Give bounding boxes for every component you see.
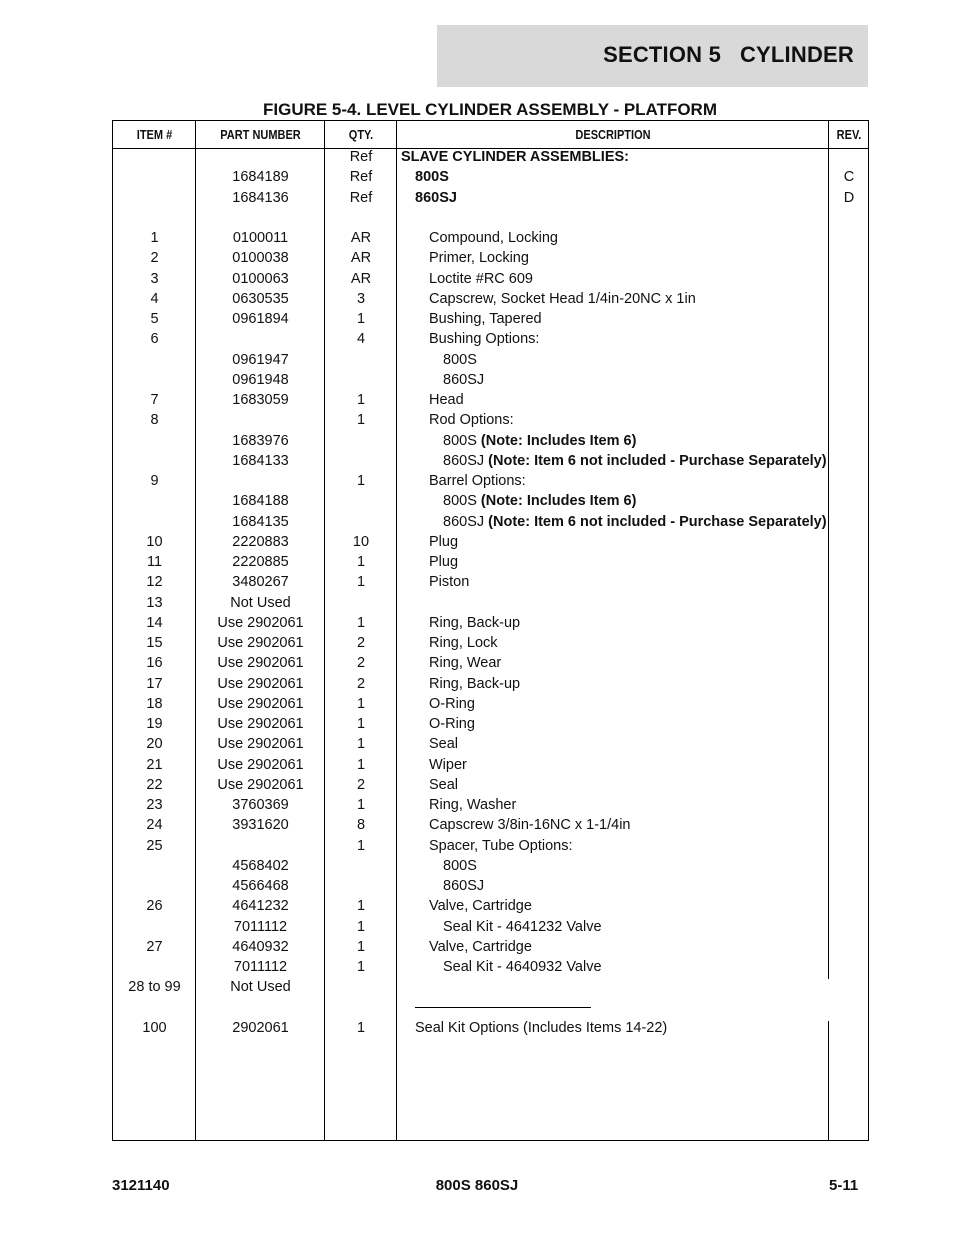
part-number: 1684189 bbox=[232, 169, 289, 186]
dash-separator bbox=[415, 1007, 591, 1008]
table-row bbox=[113, 210, 868, 230]
description-text: Compound, Locking bbox=[429, 230, 558, 246]
table-row bbox=[113, 1020, 868, 1040]
quantity: 1 bbox=[356, 716, 366, 732]
description bbox=[429, 574, 469, 590]
table-row bbox=[113, 939, 868, 959]
section-title: SECTION 5 CYLINDER bbox=[603, 42, 854, 67]
description bbox=[429, 230, 558, 246]
header-qty: QTY. bbox=[348, 128, 374, 142]
part-number: 4640932 bbox=[232, 938, 289, 955]
part-number: 0961947 bbox=[232, 351, 289, 368]
quantity: 1 bbox=[356, 959, 366, 975]
item-number: 5 bbox=[150, 311, 159, 327]
description bbox=[429, 676, 520, 692]
description-text: Valve, Cartridge bbox=[429, 938, 532, 955]
description-text: Loctite #RC 609 bbox=[429, 270, 533, 287]
table-row bbox=[113, 696, 868, 716]
table-row bbox=[113, 959, 868, 979]
description bbox=[429, 271, 533, 287]
table-row bbox=[113, 169, 868, 189]
part-number: Use 2902061 bbox=[217, 695, 304, 712]
description-text: Ring, Lock bbox=[429, 635, 498, 651]
part-number: 4568402 bbox=[232, 857, 289, 874]
description-text: Seal Kit Options (Includes Items 14-22) bbox=[415, 1019, 668, 1036]
item-number: 16 bbox=[146, 655, 163, 672]
description-text: 800S bbox=[443, 857, 477, 874]
table-row bbox=[113, 797, 868, 817]
part-number: 7011112 bbox=[233, 918, 288, 935]
description bbox=[429, 392, 464, 408]
item-number: 21 bbox=[146, 756, 163, 773]
item-number: 24 bbox=[146, 817, 163, 834]
description-note: (Note: Includes Item 6) bbox=[480, 493, 637, 510]
table-row bbox=[113, 878, 868, 898]
part-number: 7011112 bbox=[233, 959, 288, 975]
header-item: ITEM # bbox=[136, 128, 173, 142]
description bbox=[429, 473, 526, 489]
part-number: 0961948 bbox=[232, 371, 289, 388]
description bbox=[443, 878, 484, 894]
quantity: 1 bbox=[356, 574, 366, 591]
table-row bbox=[113, 777, 868, 797]
quantity: 1 bbox=[356, 918, 366, 935]
table-row bbox=[113, 817, 868, 837]
description-note: (Note: Item 6 not included - Purchase Separately) bbox=[488, 452, 827, 469]
quantity: 8 bbox=[356, 817, 366, 834]
description bbox=[429, 939, 532, 955]
part-number: 2902061 bbox=[232, 1019, 289, 1036]
description-note: (Note: Includes Item 6) bbox=[480, 432, 637, 449]
item-number: 28 to 99 bbox=[128, 979, 181, 996]
part-number: 2220883 bbox=[232, 533, 289, 550]
table-row bbox=[113, 149, 868, 169]
item-number: 23 bbox=[146, 797, 163, 813]
description-text: 860SJ bbox=[443, 513, 485, 530]
quantity: 2 bbox=[356, 655, 366, 672]
quantity: 1 bbox=[356, 473, 366, 489]
quantity: 1 bbox=[356, 736, 366, 753]
description-text: Piston bbox=[429, 574, 470, 591]
quantity: AR bbox=[350, 270, 372, 287]
table-row bbox=[113, 311, 868, 331]
quantity: AR bbox=[350, 230, 372, 246]
part-number: 4641232 bbox=[232, 898, 289, 915]
item-number: 18 bbox=[146, 695, 163, 712]
quantity: Ref bbox=[349, 149, 373, 165]
table-row bbox=[113, 1000, 868, 1020]
item-number: 14 bbox=[146, 614, 163, 631]
quantity: 1 bbox=[356, 614, 366, 631]
description-text: Capscrew, Socket Head 1/4in-20NC x 1in bbox=[429, 290, 696, 307]
item-number: 15 bbox=[146, 635, 163, 651]
quantity: 1 bbox=[356, 392, 366, 408]
quantity: 2 bbox=[356, 675, 366, 692]
description bbox=[429, 534, 458, 550]
table-row bbox=[113, 352, 868, 372]
quantity: AR bbox=[350, 250, 372, 267]
part-number: 2220885 bbox=[232, 554, 289, 570]
quantity: 1 bbox=[356, 898, 366, 915]
description bbox=[443, 352, 477, 368]
description bbox=[429, 291, 696, 307]
table-row bbox=[113, 331, 868, 351]
table-row bbox=[113, 919, 868, 939]
description-text: Seal bbox=[429, 776, 459, 793]
description-text: Seal bbox=[429, 736, 459, 753]
description-text: 860SJ bbox=[443, 452, 485, 469]
item-number: 22 bbox=[146, 776, 163, 793]
description-text: Bushing Options: bbox=[429, 331, 540, 348]
description-text: 860SJ bbox=[443, 878, 485, 894]
description bbox=[443, 919, 602, 935]
description-text: O-Ring bbox=[429, 716, 475, 732]
item-number: 6 bbox=[150, 331, 159, 348]
description bbox=[443, 372, 484, 388]
item-number: 3 bbox=[150, 270, 159, 287]
description-text: Seal Kit - 4641232 Valve bbox=[443, 918, 602, 935]
description bbox=[429, 635, 498, 651]
table-row bbox=[113, 655, 868, 675]
quantity: 2 bbox=[356, 776, 366, 793]
table-row bbox=[113, 250, 868, 270]
description bbox=[429, 736, 458, 752]
part-number: Use 2902061 bbox=[217, 736, 304, 753]
item-number: 2 bbox=[150, 250, 159, 267]
description bbox=[429, 716, 475, 732]
description bbox=[429, 554, 458, 570]
revision: D bbox=[843, 189, 855, 206]
description bbox=[429, 838, 572, 854]
part-number: 1683976 bbox=[232, 432, 289, 449]
table-row bbox=[113, 190, 868, 210]
revision: C bbox=[843, 169, 855, 186]
description-text: Head bbox=[429, 392, 464, 408]
part-number: Use 2902061 bbox=[217, 756, 304, 773]
part-number: Not Used bbox=[230, 594, 291, 611]
item-number: 11 bbox=[146, 554, 163, 570]
table-row bbox=[113, 838, 868, 858]
part-number: Use 2902061 bbox=[217, 635, 304, 651]
part-number: 1684136 bbox=[232, 189, 289, 206]
part-number: 3931620 bbox=[232, 817, 289, 834]
table-row bbox=[113, 635, 868, 655]
description-text: Capscrew 3/8in-16NC x 1-1/4in bbox=[429, 817, 631, 834]
description bbox=[415, 1020, 667, 1036]
description bbox=[429, 797, 516, 813]
description bbox=[443, 453, 827, 469]
item-number: 8 bbox=[150, 412, 159, 429]
part-number: Use 2902061 bbox=[217, 716, 304, 732]
description bbox=[429, 898, 532, 914]
part-number: Not Used bbox=[230, 979, 291, 996]
description bbox=[443, 959, 602, 975]
part-number: 1684135 bbox=[232, 513, 289, 530]
quantity: 1 bbox=[356, 1019, 366, 1036]
footer-page-number: 5-11 bbox=[829, 1177, 859, 1194]
table-row bbox=[113, 574, 868, 594]
description-text: Rod Options: bbox=[429, 412, 514, 429]
figure-title: FIGURE 5-4. LEVEL CYLINDER ASSEMBLY - PLATFORM bbox=[262, 100, 717, 119]
item-number: 100 bbox=[142, 1019, 167, 1036]
item-number: 7 bbox=[150, 392, 159, 408]
item-number: 26 bbox=[146, 898, 163, 915]
description bbox=[429, 331, 539, 347]
table-row bbox=[113, 534, 868, 554]
description-text: 860SJ bbox=[415, 189, 457, 206]
description-text: Primer, Locking bbox=[429, 250, 529, 267]
description-text: 800S bbox=[443, 493, 477, 510]
part-number: 1684133 bbox=[232, 452, 289, 469]
table-row bbox=[113, 433, 868, 453]
description bbox=[443, 433, 636, 449]
part-number: 0100038 bbox=[232, 250, 289, 267]
table-row bbox=[113, 979, 868, 999]
description-text: Plug bbox=[429, 533, 459, 550]
part-number: 1683059 bbox=[232, 392, 289, 408]
part-number: Use 2902061 bbox=[217, 655, 304, 672]
quantity: 1 bbox=[356, 311, 366, 327]
parts-table bbox=[112, 120, 869, 1141]
description-text: Spacer, Tube Options: bbox=[429, 837, 573, 854]
table-row bbox=[113, 676, 868, 696]
part-number: Use 2902061 bbox=[217, 675, 304, 692]
description bbox=[443, 493, 636, 509]
quantity: 1 bbox=[356, 837, 366, 854]
description-text: O-Ring bbox=[429, 695, 475, 712]
table-row bbox=[113, 615, 868, 635]
description-text: Seal Kit - 4640932 Valve bbox=[443, 959, 602, 975]
description-text: Barrel Options: bbox=[429, 473, 526, 489]
description-text: Ring, Washer bbox=[429, 797, 517, 813]
description bbox=[429, 757, 467, 773]
description bbox=[429, 655, 501, 671]
description-text: Valve, Cartridge bbox=[429, 898, 532, 915]
part-number: 3760369 bbox=[232, 797, 289, 813]
part-number: 3480267 bbox=[232, 574, 289, 591]
header-rev: REV. bbox=[836, 128, 862, 142]
table-row bbox=[113, 412, 868, 432]
description bbox=[429, 311, 542, 327]
item-number: 1 bbox=[150, 230, 159, 246]
item-number: 25 bbox=[146, 837, 163, 854]
description bbox=[415, 169, 449, 185]
table-row bbox=[113, 757, 868, 777]
table-row bbox=[113, 473, 868, 493]
item-number: 27 bbox=[146, 938, 163, 955]
description bbox=[443, 858, 477, 874]
part-number: 0961894 bbox=[232, 311, 289, 327]
table-row bbox=[113, 372, 868, 392]
footer-model: 800S 860SJ bbox=[435, 1177, 519, 1194]
part-number: Use 2902061 bbox=[217, 614, 304, 631]
part-number: 4566468 bbox=[232, 878, 289, 894]
description bbox=[429, 817, 630, 833]
footer-pub-number: 3121140 bbox=[112, 1177, 170, 1194]
item-number: 20 bbox=[146, 736, 163, 753]
description bbox=[443, 514, 827, 530]
description-text: 800S bbox=[415, 169, 449, 186]
quantity: 3 bbox=[356, 290, 366, 307]
description bbox=[429, 412, 514, 428]
table-row bbox=[113, 514, 868, 534]
description bbox=[429, 250, 529, 266]
description-text: Ring, Back-up bbox=[429, 675, 521, 692]
description bbox=[429, 777, 458, 793]
table-row bbox=[113, 230, 868, 250]
description bbox=[401, 149, 629, 165]
quantity: 1 bbox=[356, 756, 366, 773]
header-part-number: PART NUMBER bbox=[220, 128, 301, 142]
description-text: SLAVE CYLINDER ASSEMBLIES: bbox=[401, 149, 629, 165]
description bbox=[415, 190, 457, 206]
quantity: 10 bbox=[352, 533, 370, 550]
header-description: DESCRIPTION bbox=[575, 128, 651, 142]
table-row bbox=[113, 595, 868, 615]
description-text: 860SJ bbox=[443, 371, 485, 388]
quantity: Ref bbox=[349, 189, 373, 206]
quantity: Ref bbox=[349, 169, 373, 186]
part-number: 0100011 bbox=[232, 230, 289, 246]
table-row bbox=[113, 291, 868, 311]
table-row bbox=[113, 716, 868, 736]
description bbox=[429, 615, 520, 631]
description bbox=[429, 696, 475, 712]
table-row bbox=[113, 493, 868, 513]
description-text: Wiper bbox=[429, 756, 467, 773]
description-text: Plug bbox=[429, 554, 459, 570]
item-number: 10 bbox=[146, 533, 163, 550]
description-text: Bushing, Tapered bbox=[429, 311, 542, 327]
table-row bbox=[113, 271, 868, 291]
quantity: 1 bbox=[356, 554, 366, 570]
quantity: 2 bbox=[356, 635, 366, 651]
part-number: 0100063 bbox=[232, 270, 289, 287]
table-header-row bbox=[113, 121, 868, 149]
table-row bbox=[113, 898, 868, 918]
description-text: Ring, Wear bbox=[429, 655, 502, 672]
table-row bbox=[113, 453, 868, 473]
item-number: 9 bbox=[150, 473, 159, 489]
item-number: 12 bbox=[146, 574, 163, 591]
item-number: 17 bbox=[146, 675, 163, 692]
table-row bbox=[113, 736, 868, 756]
item-number: 13 bbox=[146, 594, 163, 611]
description-note: (Note: Item 6 not included - Purchase Separately) bbox=[488, 513, 827, 530]
description-text: 800S bbox=[443, 432, 477, 449]
part-number: Use 2902061 bbox=[217, 776, 304, 793]
quantity: 4 bbox=[356, 331, 366, 348]
description-text: 800S bbox=[443, 351, 477, 368]
item-number: 4 bbox=[150, 290, 159, 307]
table-row bbox=[113, 554, 868, 574]
section-header bbox=[437, 25, 868, 87]
part-number: 0630535 bbox=[232, 290, 289, 307]
table-row bbox=[113, 392, 868, 412]
table-row bbox=[113, 858, 868, 878]
quantity: 1 bbox=[356, 938, 366, 955]
quantity: 1 bbox=[356, 412, 366, 429]
description-text: Ring, Back-up bbox=[429, 614, 521, 631]
quantity: 1 bbox=[356, 695, 366, 712]
quantity: 1 bbox=[356, 797, 366, 813]
part-number: 1684188 bbox=[232, 493, 289, 510]
item-number: 19 bbox=[146, 716, 163, 732]
